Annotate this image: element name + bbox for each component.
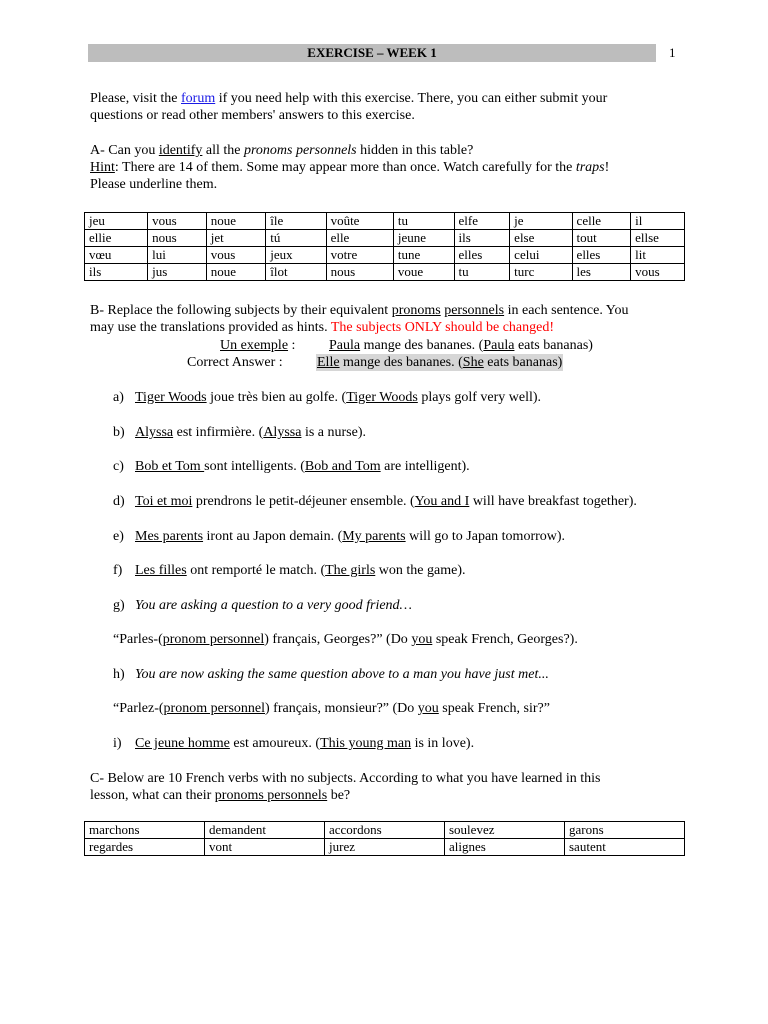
section-c-instructions <box>90 770 690 804</box>
item-instruction: You are now asking the same question above to a man you have just met... <box>135 667 549 682</box>
item-text: sont intelligents. ( <box>204 459 305 474</box>
b-text-end: in each sentence. You <box>504 303 629 318</box>
quote-text-3: speak French, Georges?). <box>432 632 578 647</box>
example-subject-en: Paula <box>483 338 515 353</box>
table-cell[interactable]: vous <box>206 247 266 264</box>
answer-rest: mange des bananes. ( <box>339 355 463 370</box>
a-text: A- Can you <box>90 143 159 158</box>
quote-pronom: pronom personnel <box>162 632 265 647</box>
item-label: h) <box>113 667 125 682</box>
table-cell[interactable]: elles <box>572 247 631 264</box>
table-row <box>85 247 685 264</box>
table-cell[interactable]: jet <box>206 230 266 247</box>
item-subject-en: Bob and Tom <box>304 459 381 474</box>
quote-text-2: ) français, Georges?” (Do <box>264 632 412 647</box>
item-subject: Alyssa <box>135 425 174 440</box>
table-cell[interactable]: soulevez <box>445 822 565 839</box>
item-label: f) <box>113 563 123 578</box>
exercise-item <box>113 424 713 441</box>
b-personnels: personnels <box>444 303 505 318</box>
a-text-mid: all the <box>202 143 244 158</box>
item-label: g) <box>113 598 125 613</box>
table-cell[interactable]: demandent <box>205 822 325 839</box>
table-cell[interactable]: tú <box>266 230 326 247</box>
exercise-item <box>113 493 713 510</box>
table-cell[interactable]: alignes <box>445 839 565 856</box>
table-cell[interactable]: tout <box>572 230 631 247</box>
item-subject: Les filles <box>135 563 187 578</box>
table-row <box>85 822 685 839</box>
c-pronoms: pronoms personnels <box>214 788 328 803</box>
item-text-end: is in love). <box>411 736 475 751</box>
a-identify: identify <box>158 143 203 158</box>
table-cell[interactable]: noue <box>206 213 266 230</box>
table-cell[interactable]: ellse <box>631 230 685 247</box>
table-cell[interactable]: jeune <box>393 230 454 247</box>
exercise-item <box>113 458 713 475</box>
item-text-end: will have breakfast together). <box>469 494 637 509</box>
table-cell[interactable]: celui <box>510 247 572 264</box>
item-subject-en: This young man <box>320 736 412 751</box>
quote-you: you <box>417 701 439 716</box>
item-subject: Mes parents <box>135 529 204 544</box>
item-subject: Bob et Tom <box>135 459 205 474</box>
b-text: B- Replace the following subjects by their equivalent <box>90 303 392 318</box>
item-subject-en: Tiger Woods <box>346 390 418 405</box>
table-cell[interactable]: les <box>572 264 631 281</box>
item-label: a) <box>113 390 124 405</box>
item-text-end: will go to Japan tomorrow). <box>405 529 566 544</box>
item-label: d) <box>113 494 125 509</box>
intro-text-2: if you need help with this exercise. There, you can either submit your <box>215 91 608 106</box>
answer-sentence <box>316 354 563 371</box>
intro-paragraph <box>90 90 690 124</box>
table-cell[interactable]: ils <box>85 264 148 281</box>
item-text: ont remporté le match. ( <box>186 563 326 578</box>
table-cell[interactable]: else <box>510 230 572 247</box>
b-text-2: may use the translations provided as hints. <box>90 320 331 335</box>
table-cell[interactable]: tune <box>393 247 454 264</box>
quote-text-3: speak French, sir?” <box>438 701 550 716</box>
table-cell[interactable]: je <box>510 213 572 230</box>
table-cell[interactable]: accordons <box>325 822 445 839</box>
exercise-item-h <box>113 666 713 683</box>
item-subject: Ce jeune homme <box>135 736 230 751</box>
section-a-instructions <box>90 142 690 193</box>
exercise-item <box>113 389 713 406</box>
table-cell[interactable]: voûte <box>326 213 393 230</box>
table-cell[interactable]: tu <box>393 213 454 230</box>
example-line <box>220 337 295 354</box>
quote-g <box>113 631 733 648</box>
example-colon: : <box>288 338 296 353</box>
b-pronoms: pronoms <box>391 303 441 318</box>
table-cell[interactable]: sautent <box>565 839 685 856</box>
item-subject-en: The girls <box>325 563 376 578</box>
quote-text: “Parles-( <box>113 632 163 647</box>
table-cell[interactable]: regardes <box>85 839 205 856</box>
table-cell[interactable]: turc <box>510 264 572 281</box>
table-cell[interactable]: vous <box>148 213 207 230</box>
b-warning: The subjects ONLY should be changed! <box>330 320 555 335</box>
quote-text-2: ) français, monsieur?” (Do <box>265 701 418 716</box>
example-label: Un exemple <box>220 338 289 353</box>
table-cell[interactable]: jeu <box>85 213 148 230</box>
table-cell[interactable]: noue <box>206 264 266 281</box>
answer-line <box>187 354 283 371</box>
header-title: EXERCISE – WEEK 1 <box>88 44 656 62</box>
item-text: est amoureux. ( <box>229 736 321 751</box>
page-number: 1 <box>669 45 676 60</box>
verbs-table <box>84 821 685 856</box>
c-text-end: be? <box>327 788 351 803</box>
exercise-item <box>113 562 713 579</box>
table-cell[interactable]: nous <box>148 230 207 247</box>
table-cell[interactable]: vont <box>205 839 325 856</box>
answer-label: Correct Answer <box>187 355 276 370</box>
item-text-end: plays golf very well). <box>417 390 542 405</box>
quote-pronom: pronom personnel <box>163 701 266 716</box>
item-instruction: You are asking a question to a very good friend… <box>135 598 413 613</box>
item-label: c) <box>113 459 124 474</box>
table-cell[interactable]: garons <box>565 822 685 839</box>
table-cell[interactable]: île <box>266 213 326 230</box>
answer-end: eats bananas) <box>483 355 563 370</box>
table-cell[interactable]: îlot <box>266 264 326 281</box>
table-cell[interactable]: votre <box>326 247 393 264</box>
answer-subject-en: She <box>462 355 484 370</box>
quote-text: “Parlez-( <box>113 701 164 716</box>
table-cell[interactable]: voue <box>393 264 454 281</box>
table-row <box>85 230 685 247</box>
table-cell[interactable]: jeux <box>266 247 326 264</box>
item-label: b) <box>113 425 125 440</box>
pronoms-table <box>84 212 685 281</box>
table-cell[interactable]: nous <box>326 264 393 281</box>
underline-instruction: Please underline them. <box>90 177 218 192</box>
item-text: iront au Japon demain. ( <box>203 529 343 544</box>
section-b-instructions <box>90 302 710 336</box>
example-end: eats bananas) <box>514 338 593 353</box>
item-label: e) <box>113 529 124 544</box>
table-cell[interactable]: lit <box>631 247 685 264</box>
item-subject: Toi et moi <box>135 494 193 509</box>
item-subject-en: You and I <box>414 494 470 509</box>
item-subject-en: Alyssa <box>263 425 302 440</box>
hint-label: Hint <box>90 160 115 175</box>
a-pronoms: pronoms personnels <box>243 143 357 158</box>
item-text-end: won the game). <box>375 563 466 578</box>
item-subject-en: My parents <box>342 529 406 544</box>
answer-subject: Elle <box>317 355 340 370</box>
item-text-end: is a nurse). <box>301 425 366 440</box>
hint-traps: traps <box>575 160 605 175</box>
table-cell[interactable]: ils <box>454 230 510 247</box>
example-subject: Paula <box>329 338 361 353</box>
table-cell[interactable]: tu <box>454 264 510 281</box>
table-cell[interactable]: marchons <box>85 822 205 839</box>
item-text: prendrons le petit-déjeuner ensemble. ( <box>192 494 415 509</box>
example-rest: mange des bananes. ( <box>360 338 484 353</box>
table-cell[interactable]: vœu <box>85 247 148 264</box>
a-text-end: hidden in this table? <box>356 143 474 158</box>
exercise-item <box>113 528 713 545</box>
table-cell[interactable]: vous <box>631 264 685 281</box>
item-text-end: are intelligent). <box>380 459 470 474</box>
table-row <box>85 839 685 856</box>
table-cell[interactable]: jus <box>148 264 207 281</box>
answer-colon: : <box>275 355 283 370</box>
table-cell[interactable]: jurez <box>325 839 445 856</box>
c-text-2: lesson, what can their <box>90 788 215 803</box>
item-label: i) <box>113 736 122 751</box>
table-cell[interactable]: ellie <box>85 230 148 247</box>
table-row <box>85 264 685 281</box>
table-cell[interactable]: celle <box>572 213 631 230</box>
exercise-item-g <box>113 597 713 614</box>
item-text: joue très bien au golfe. ( <box>206 390 347 405</box>
hint-text: : There are 14 of them. Some may appear more than once. Watch carefully for the <box>114 160 576 175</box>
table-row <box>85 213 685 230</box>
item-text: est infirmière. ( <box>173 425 264 440</box>
quote-h <box>113 700 733 717</box>
quote-you: you <box>411 632 433 647</box>
table-cell[interactable]: elfe <box>454 213 510 230</box>
c-text: C- Below are 10 French verbs with no subjects. According to what you have learned in this <box>90 771 601 786</box>
hint-end: ! <box>604 160 610 175</box>
intro-text: Please, visit the <box>90 91 181 106</box>
exercise-item-i <box>113 735 713 752</box>
example-sentence <box>329 337 593 354</box>
table-cell[interactable]: elle <box>326 230 393 247</box>
table-cell[interactable]: il <box>631 213 685 230</box>
intro-text-3: questions or read other members' answers to this exercise. <box>90 108 415 123</box>
table-cell[interactable]: elles <box>454 247 510 264</box>
item-subject: Tiger Woods <box>135 390 207 405</box>
forum-link[interactable]: forum <box>181 91 216 106</box>
table-cell[interactable]: lui <box>148 247 207 264</box>
